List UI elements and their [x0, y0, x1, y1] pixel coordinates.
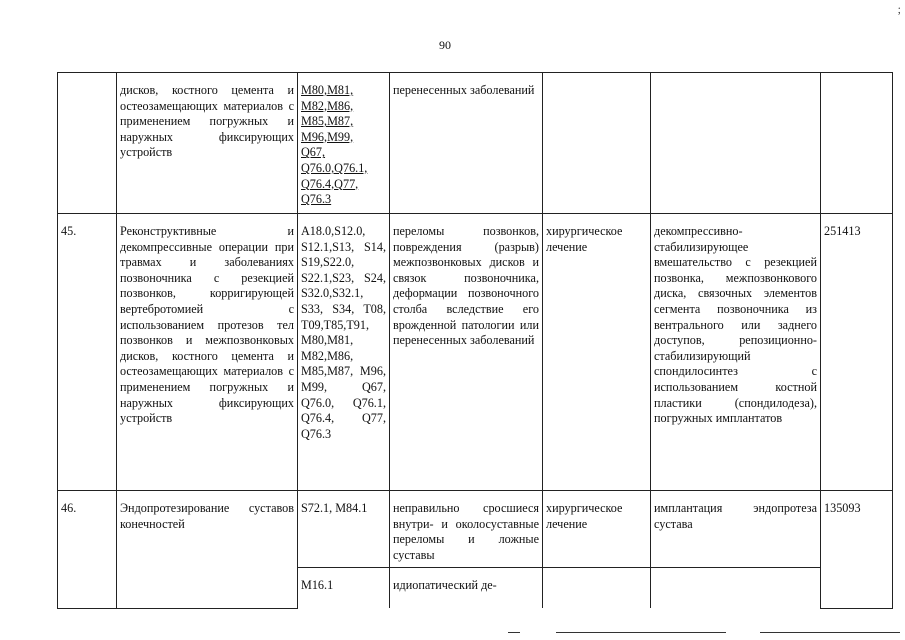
- page-number: 90: [439, 38, 451, 52]
- cell-cost: 135093: [821, 491, 893, 609]
- cell-cost: [821, 73, 893, 214]
- cell-model: переломы позвонков, повреждения (разрыв) межпозвонковых дисков и связок позвоночника, деформации позвоночного столба вследствие его врожденной патологии или перенесенных заболеваний: [390, 214, 543, 491]
- cell-codes: [298, 73, 390, 214]
- code-line: Q76.0,Q76.1,: [301, 160, 368, 175]
- cell-treatment: хирургическое лечение: [543, 214, 651, 491]
- cell-method: имплантация эндопротеза сустава: [651, 491, 821, 568]
- vmp-table: [57, 72, 893, 609]
- cell-method: [651, 568, 821, 609]
- table-row-46: [58, 491, 893, 568]
- table-row-45: [58, 214, 893, 491]
- corner-mark: ;: [897, 2, 901, 16]
- cell-model: идиопатический де-: [390, 568, 543, 609]
- cell-treatment: [543, 568, 651, 609]
- code-line: Q67,: [301, 145, 326, 160]
- cell-name: дисков, костного цемента и остеозамещающих материалов с применением погружных и наружных фиксирующих устройств: [117, 73, 298, 214]
- cell-method: декомпрессивно-стабилизирующее вмешательство с резекцией позвонка, межпозвонкового диска, связочных элементов сегмента позвоночника из вентрального или заднего доступов, репозиционно-стабилизирующий спондилосинтез с использованием костной пластики (спондилодеза), погружных имплантатов: [651, 214, 821, 491]
- cell-cost: 251413: [821, 214, 893, 491]
- cell-codes: M16.1: [298, 568, 390, 609]
- cell-name: Эндопротезирование суставов конечностей: [117, 491, 298, 609]
- cell-treatment: хирургическое лечение: [543, 491, 651, 568]
- table-row-continuation: [58, 73, 893, 214]
- page-bottom-rule: [0, 632, 905, 635]
- code-line: M96,M99,: [301, 129, 354, 144]
- cell-codes: S72.1, M84.1: [298, 491, 390, 568]
- code-line: M82,M86,: [301, 98, 354, 113]
- cell-number: 46.: [58, 491, 117, 609]
- cell-number: 45.: [58, 214, 117, 491]
- cell-method: [651, 73, 821, 214]
- cell-name: Реконструктивные и декомпрессивные операции при травмах и заболеваниях позвоночника с резекцией позвонков, корригирующей вертебротомией с использованием протезов тел позвонков и межпозвонковых дисков, костного цемента и остеозамещающих материалов с применением погружных и наружных фиксирующих устройств: [117, 214, 298, 491]
- cell-codes: A18.0,S12.0, S12.1,S13, S14, S19,S22.0, S22.1,S23, S24, S32.0,S32.1, S33, S34, T08, T09,T85,T91, M80,M81, M82,M86, M85,M87, M96, M99, Q67, Q76.0, Q76.1, Q76.4, Q77, Q76.3: [298, 214, 390, 491]
- cell-model: неправильно сросшиеся внутри- и околосуставные переломы и ложные суставы: [390, 491, 543, 568]
- code-line: M85,M87,: [301, 114, 354, 129]
- code-line: Q76.3: [301, 192, 332, 207]
- code-line: Q76.4,Q77,: [301, 176, 359, 191]
- cell-treatment: [543, 73, 651, 214]
- code-line: M80,M81,: [301, 83, 354, 97]
- cell-number: [58, 73, 117, 214]
- cell-model: перенесенных заболеваний: [390, 73, 543, 214]
